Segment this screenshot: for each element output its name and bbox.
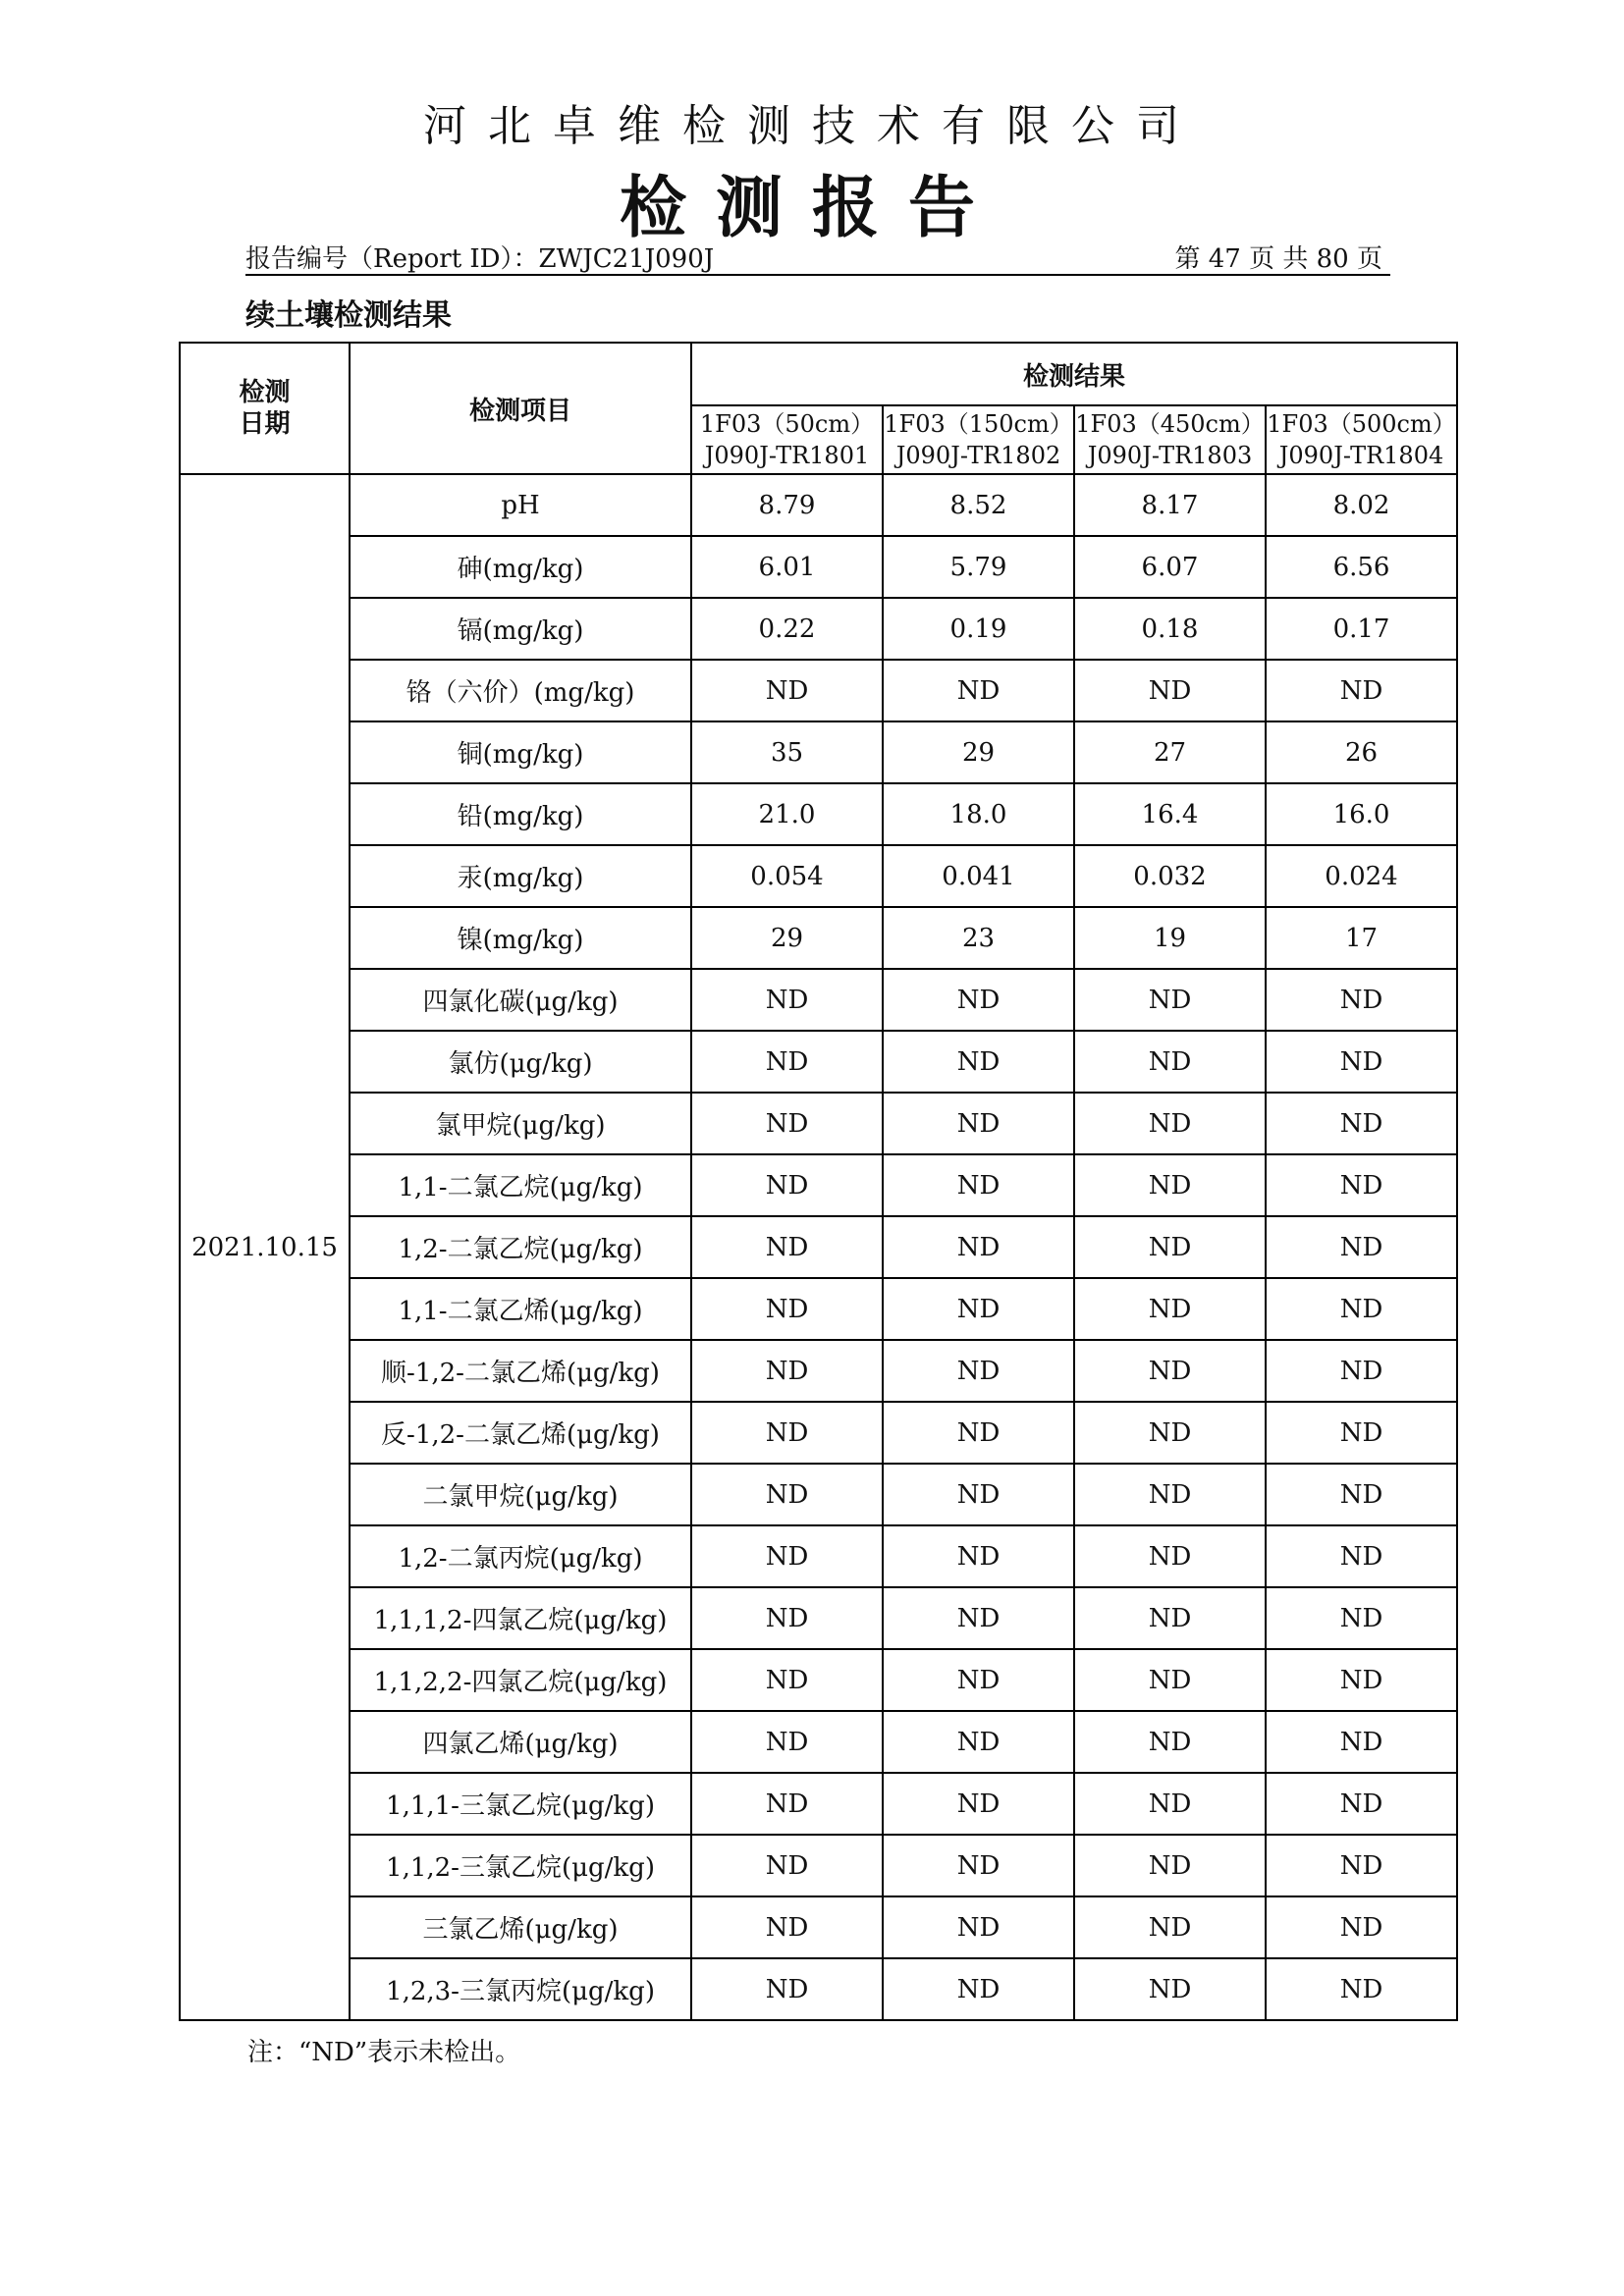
result-value: 0.054	[691, 845, 883, 907]
result-value: ND	[883, 660, 1074, 721]
result-value: ND	[1266, 1402, 1457, 1464]
result-value: ND	[691, 1154, 883, 1216]
header-date-label: 检测 日期	[239, 378, 291, 439]
result-value: 19	[1074, 907, 1266, 969]
result-value: ND	[1266, 1896, 1457, 1958]
result-value: ND	[1074, 1154, 1266, 1216]
result-value: ND	[1266, 1587, 1457, 1649]
result-value: 0.041	[883, 845, 1074, 907]
table-row	[180, 474, 1457, 536]
table-row	[180, 783, 1457, 845]
test-item: 氯甲烷(μg/kg)	[350, 1093, 691, 1154]
table-row	[180, 1896, 1457, 1958]
result-value: ND	[691, 1340, 883, 1402]
result-value: ND	[1266, 1711, 1457, 1773]
test-item: 二氯甲烷(μg/kg)	[350, 1464, 691, 1525]
result-value: ND	[1074, 1031, 1266, 1093]
result-value: ND	[883, 1402, 1074, 1464]
test-item: 铅(mg/kg)	[350, 783, 691, 845]
result-value: ND	[1266, 1773, 1457, 1835]
test-item: 三氯乙烯(μg/kg)	[350, 1896, 691, 1958]
result-value: ND	[1266, 1649, 1457, 1711]
result-value: 6.01	[691, 536, 883, 598]
table-row	[180, 1649, 1457, 1711]
result-value: ND	[1074, 1773, 1266, 1835]
test-item: 汞(mg/kg)	[350, 845, 691, 907]
result-value: ND	[1074, 1340, 1266, 1402]
result-value: ND	[691, 1093, 883, 1154]
test-item: 砷(mg/kg)	[350, 536, 691, 598]
result-value: 0.032	[1074, 845, 1266, 907]
test-item: 1,2,3-三氯丙烷(μg/kg)	[350, 1958, 691, 2020]
result-value: 8.79	[691, 474, 883, 536]
result-value: ND	[1074, 660, 1266, 721]
result-value: ND	[691, 1773, 883, 1835]
result-value: ND	[691, 1649, 883, 1711]
table-row	[180, 598, 1457, 660]
test-item: 氯仿(μg/kg)	[350, 1031, 691, 1093]
result-value: ND	[883, 1773, 1074, 1835]
table-row	[180, 1278, 1457, 1340]
result-value: ND	[691, 1464, 883, 1525]
table-row	[180, 1464, 1457, 1525]
result-value: ND	[691, 1835, 883, 1896]
test-item: 顺-1,2-二氯乙烯(μg/kg)	[350, 1340, 691, 1402]
result-value: ND	[691, 660, 883, 721]
result-value: ND	[691, 1711, 883, 1773]
sample-code: J090J-TR1801	[704, 442, 870, 469]
result-value: ND	[1074, 1216, 1266, 1278]
result-value: 0.18	[1074, 598, 1266, 660]
result-value: ND	[883, 1711, 1074, 1773]
table-row	[180, 1216, 1457, 1278]
result-value: 16.0	[1266, 783, 1457, 845]
result-value: ND	[1266, 1835, 1457, 1896]
result-value: 17	[1266, 907, 1457, 969]
table-row	[180, 721, 1457, 783]
result-value: 0.024	[1266, 845, 1457, 907]
result-value: ND	[883, 1896, 1074, 1958]
result-value: ND	[691, 1402, 883, 1464]
footnote: 注：“ND”表示未检出。	[247, 2038, 521, 2067]
result-value: 18.0	[883, 783, 1074, 845]
test-item: 1,1-二氯乙烷(μg/kg)	[350, 1154, 691, 1216]
result-value: 6.07	[1074, 536, 1266, 598]
sample-code: J090J-TR1804	[1278, 442, 1444, 469]
section-title: 续土壤检测结果	[245, 298, 452, 333]
result-value: ND	[1266, 1278, 1457, 1340]
header-date	[180, 343, 350, 474]
result-value: 5.79	[883, 536, 1074, 598]
result-value: ND	[1266, 1464, 1457, 1525]
result-value: ND	[883, 1216, 1074, 1278]
test-item: 铬（六价）(mg/kg)	[350, 660, 691, 721]
table-row	[180, 1093, 1457, 1154]
test-item: 1,1,2-三氯乙烷(μg/kg)	[350, 1835, 691, 1896]
result-value: ND	[1266, 1093, 1457, 1154]
table-row	[180, 1340, 1457, 1402]
header-location-3	[1074, 405, 1266, 474]
result-value: 26	[1266, 721, 1457, 783]
result-value: ND	[1074, 1464, 1266, 1525]
result-value: ND	[1266, 1216, 1457, 1278]
result-value: ND	[883, 1278, 1074, 1340]
result-value: ND	[883, 1649, 1074, 1711]
test-item: 四氯乙烯(μg/kg)	[350, 1711, 691, 1773]
result-value: 8.52	[883, 474, 1074, 536]
test-item: 1,2-二氯乙烷(μg/kg)	[350, 1216, 691, 1278]
test-item: 1,1,1,2-四氯乙烷(μg/kg)	[350, 1587, 691, 1649]
result-value: ND	[1266, 1031, 1457, 1093]
report-title: 检测报告	[619, 170, 1004, 247]
table-row	[180, 907, 1457, 969]
result-value: ND	[1074, 969, 1266, 1031]
test-item: 镉(mg/kg)	[350, 598, 691, 660]
result-value: ND	[883, 1525, 1074, 1587]
result-value: ND	[883, 1031, 1074, 1093]
test-item: 镍(mg/kg)	[350, 907, 691, 969]
results-table	[179, 342, 1458, 2021]
result-value: ND	[883, 1464, 1074, 1525]
result-value: ND	[691, 969, 883, 1031]
test-item: pH	[350, 474, 691, 536]
result-value: ND	[691, 1278, 883, 1340]
result-value: ND	[691, 1031, 883, 1093]
result-value: ND	[691, 1525, 883, 1587]
result-value: ND	[1266, 660, 1457, 721]
result-value: ND	[883, 1340, 1074, 1402]
test-item: 1,1,2,2-四氯乙烷(μg/kg)	[350, 1649, 691, 1711]
result-value: ND	[1074, 1587, 1266, 1649]
location-name: 1F03（500cm）	[1267, 410, 1456, 438]
sample-code: J090J-TR1802	[895, 442, 1061, 469]
table-row	[180, 1711, 1457, 1773]
result-value: ND	[1266, 1525, 1457, 1587]
result-value: ND	[1074, 1958, 1266, 2020]
header-item-label: 检测项目	[468, 396, 571, 426]
result-value: 6.56	[1266, 536, 1457, 598]
result-value: ND	[691, 1587, 883, 1649]
result-value: ND	[1074, 1402, 1266, 1464]
result-value: ND	[1266, 1154, 1457, 1216]
result-value: 8.17	[1074, 474, 1266, 536]
location-name: 1F03（450cm）	[1075, 410, 1265, 438]
table-row	[180, 1958, 1457, 2020]
result-value: ND	[1266, 1958, 1457, 2020]
result-value: 16.4	[1074, 783, 1266, 845]
result-value: 8.02	[1266, 474, 1457, 536]
test-date: 2021.10.15	[180, 474, 350, 2020]
result-value: ND	[691, 1958, 883, 2020]
result-value: ND	[1074, 1278, 1266, 1340]
result-value: ND	[1074, 1711, 1266, 1773]
table-row	[180, 1835, 1457, 1896]
result-value: 23	[883, 907, 1074, 969]
result-value: ND	[883, 1154, 1074, 1216]
location-name: 1F03（50cm）	[699, 410, 875, 438]
report-id: 报告编号（Report ID）：ZWJC21J090J	[245, 244, 715, 274]
result-value: ND	[1074, 1835, 1266, 1896]
table-row	[180, 1402, 1457, 1464]
result-value: 35	[691, 721, 883, 783]
page-info: 第 47 页 共 80 页	[1174, 244, 1382, 274]
header-item	[350, 343, 691, 474]
header-location-2	[883, 405, 1074, 474]
result-value: 21.0	[691, 783, 883, 845]
test-item: 1,1,1-三氯乙烷(μg/kg)	[350, 1773, 691, 1835]
result-value: 0.19	[883, 598, 1074, 660]
result-value: 29	[883, 721, 1074, 783]
test-item: 反-1,2-二氯乙烯(μg/kg)	[350, 1402, 691, 1464]
result-value: ND	[883, 969, 1074, 1031]
result-value: ND	[1074, 1093, 1266, 1154]
table-row	[180, 845, 1457, 907]
table-row	[180, 1587, 1457, 1649]
table-row	[180, 1773, 1457, 1835]
location-name: 1F03（150cm）	[884, 410, 1073, 438]
result-value: ND	[883, 1958, 1074, 2020]
result-value: ND	[691, 1216, 883, 1278]
company-name: 河北卓维检测技术有限公司	[423, 101, 1201, 151]
result-value: ND	[1074, 1649, 1266, 1711]
result-value: ND	[1074, 1525, 1266, 1587]
table-row	[180, 1525, 1457, 1587]
result-value: ND	[883, 1835, 1074, 1896]
result-value: 29	[691, 907, 883, 969]
result-value: ND	[691, 1896, 883, 1958]
result-value: 27	[1074, 721, 1266, 783]
result-value: ND	[1266, 969, 1457, 1031]
table-body	[180, 474, 1457, 2020]
sample-code: J090J-TR1803	[1087, 442, 1253, 469]
result-value: ND	[883, 1587, 1074, 1649]
table-row	[180, 1154, 1457, 1216]
header-results	[691, 343, 1457, 405]
table-row	[180, 969, 1457, 1031]
table-row	[180, 536, 1457, 598]
result-value: ND	[1266, 1340, 1457, 1402]
header-results-label: 检测结果	[1023, 361, 1126, 392]
result-value: 0.17	[1266, 598, 1457, 660]
result-value: ND	[1074, 1896, 1266, 1958]
report-id-line	[245, 239, 1390, 276]
test-item: 1,1-二氯乙烯(μg/kg)	[350, 1278, 691, 1340]
table-row	[180, 1031, 1457, 1093]
header-location-1	[691, 405, 883, 474]
table-row	[180, 660, 1457, 721]
test-item: 铜(mg/kg)	[350, 721, 691, 783]
test-item: 四氯化碳(μg/kg)	[350, 969, 691, 1031]
header-location-4	[1266, 405, 1457, 474]
result-value: 0.22	[691, 598, 883, 660]
test-item: 1,2-二氯丙烷(μg/kg)	[350, 1525, 691, 1587]
result-value: ND	[883, 1093, 1074, 1154]
